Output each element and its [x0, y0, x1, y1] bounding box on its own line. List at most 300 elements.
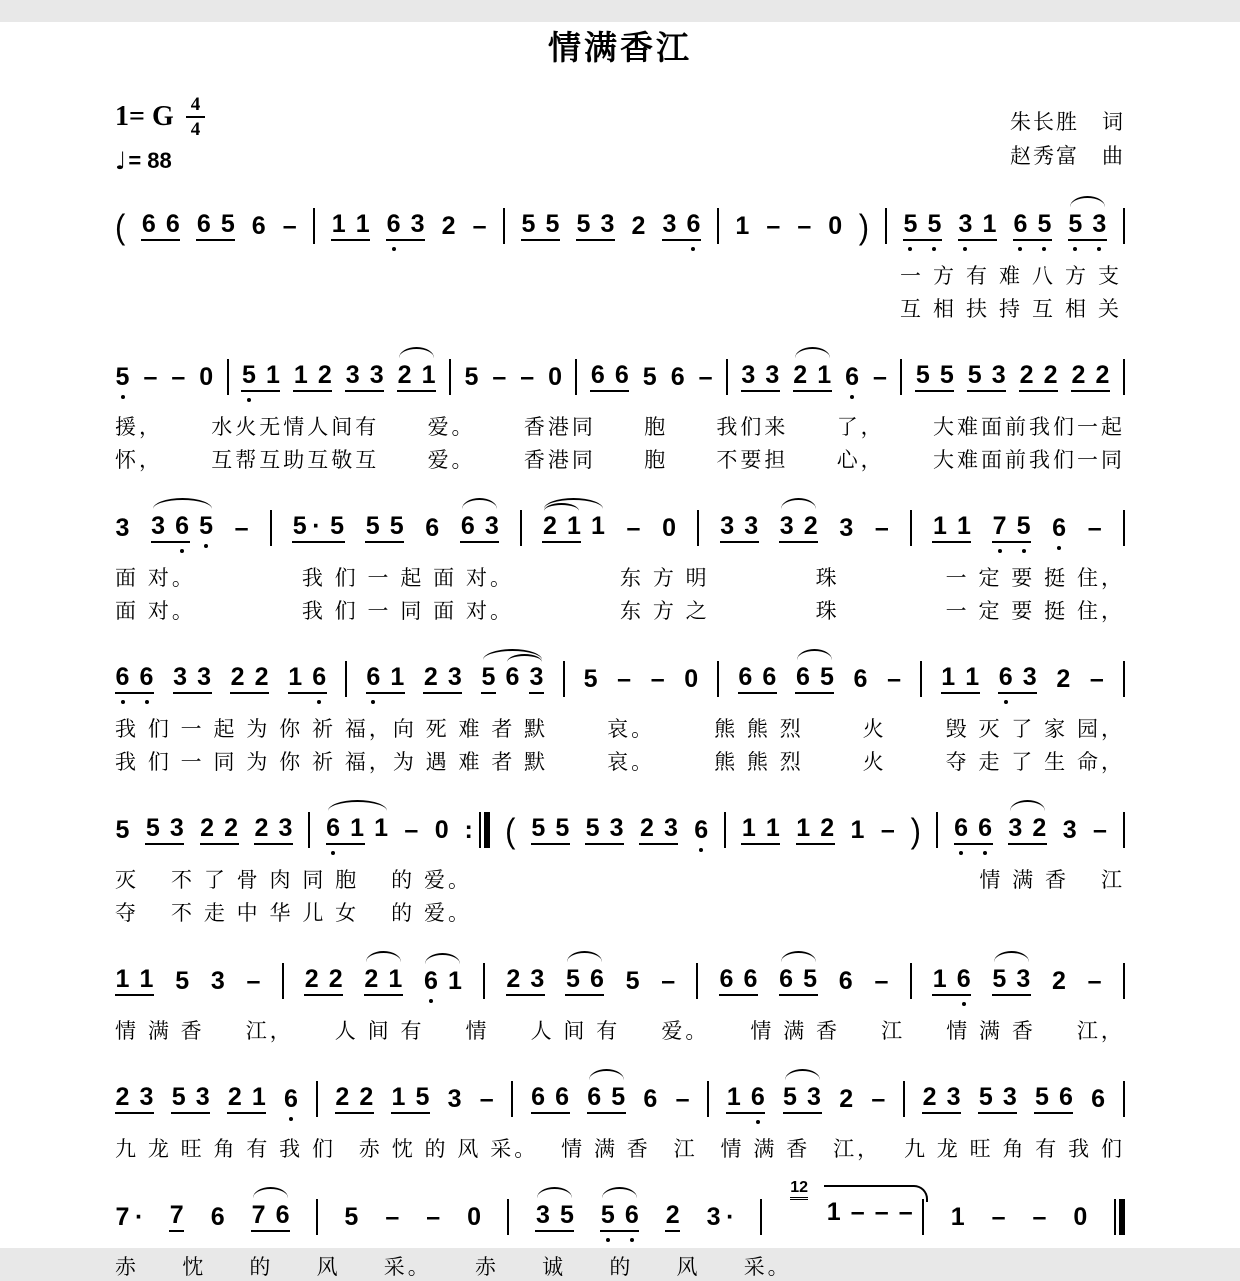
lyric-segment: 大难面前我们一同 — [932, 449, 1125, 472]
repeat-end-barline — [465, 812, 490, 848]
note-digit: 2 — [665, 1202, 680, 1232]
note — [853, 666, 868, 692]
note-digit: 5 — [555, 813, 570, 842]
note-digit: 6 — [386, 209, 401, 238]
notation-row — [115, 189, 1125, 257]
note-digit: 1 — [735, 211, 750, 240]
note-digit: 2 — [1056, 664, 1071, 693]
slur-group — [151, 513, 214, 543]
note-digit: 1 — [765, 813, 780, 842]
low-octave-dot — [963, 247, 967, 251]
note-digit: 1 — [965, 662, 980, 691]
note — [1089, 666, 1104, 692]
note-digit: 3 — [169, 813, 184, 842]
note-digit: 1 — [741, 813, 756, 842]
note-digit: – — [626, 513, 641, 542]
note — [779, 513, 794, 539]
lyrics-row — [115, 444, 1125, 474]
note-digit: 0 — [467, 1202, 482, 1231]
note — [115, 664, 130, 690]
low-octave-dot — [247, 398, 251, 402]
note-digit: 2 — [1095, 360, 1110, 389]
augmentation-dot: · — [726, 1202, 735, 1231]
note — [173, 664, 188, 690]
note-digit: 2 — [200, 813, 215, 842]
slur-group — [460, 513, 499, 543]
note-digit: 6 — [954, 813, 968, 842]
note — [467, 1204, 482, 1230]
note-digit: 3 — [115, 513, 130, 542]
note-digit: 6 — [1091, 1084, 1106, 1113]
barline — [575, 359, 577, 395]
score-sheet — [115, 189, 1131, 1281]
note — [967, 362, 982, 388]
note — [441, 213, 456, 239]
note-digit: 1 — [421, 360, 436, 389]
note — [275, 1202, 290, 1228]
note — [359, 1084, 374, 1110]
note-digit: 6 — [670, 362, 685, 391]
lyric-segment: 不 走 中 华 儿 女 — [171, 902, 360, 925]
time-signature — [186, 95, 206, 139]
note — [903, 211, 918, 237]
note — [1043, 362, 1058, 388]
note-digit: 6 — [743, 964, 758, 993]
low-octave-dot — [983, 851, 987, 855]
note-digit: 2 — [1052, 966, 1066, 995]
note-digit: 1 — [139, 964, 154, 993]
note — [521, 211, 536, 237]
note-digit: – — [1093, 815, 1107, 844]
low-octave-dot — [1073, 247, 1077, 251]
note — [662, 515, 677, 541]
note-digit: 6 — [589, 964, 604, 993]
barline — [563, 661, 565, 697]
note-digit: 5 — [464, 362, 479, 391]
note — [650, 666, 665, 692]
note — [199, 513, 214, 539]
note-digit: 5 — [559, 1200, 574, 1229]
lyric-segment: 香港同 — [523, 449, 596, 472]
lyric-segment: 哀。 — [607, 718, 656, 741]
note-digit: 5 — [1034, 1082, 1049, 1111]
note-digit: – — [874, 513, 889, 542]
lyric-segment: 采。 — [383, 1256, 432, 1279]
beamed-group — [151, 513, 190, 543]
note — [151, 513, 166, 539]
note — [950, 1204, 965, 1230]
note-digit: 1 — [331, 209, 346, 238]
note — [529, 664, 544, 694]
note-digit: – — [880, 815, 895, 844]
barline — [1123, 359, 1125, 395]
note — [1032, 815, 1047, 841]
note-digit: 1 — [726, 1082, 741, 1111]
beamed-group — [196, 211, 235, 241]
note — [625, 968, 640, 994]
slur-group — [423, 968, 462, 994]
low-octave-dot — [756, 1120, 760, 1124]
note — [278, 815, 293, 841]
low-octave-dot — [1022, 549, 1026, 553]
beamed-group — [254, 815, 293, 845]
note-digit: 1 — [388, 964, 403, 993]
note — [369, 362, 384, 388]
note-digit: – — [1089, 664, 1104, 693]
note-digit: – — [472, 211, 487, 240]
lyric-segment: 人 间 有 — [530, 1020, 621, 1043]
note-digit: 2 — [820, 813, 835, 842]
note-digit: – — [874, 1198, 889, 1226]
note-digit: 3 — [958, 209, 973, 238]
note-digit: 6 — [978, 813, 992, 842]
note-digit: 2 — [839, 1084, 854, 1113]
note-digit: 6 — [614, 360, 629, 389]
note — [828, 213, 843, 239]
lyrics-row — [115, 864, 1125, 894]
note-digit: 6 — [845, 362, 860, 391]
note — [631, 213, 646, 239]
note — [115, 966, 130, 992]
lyrics-row — [115, 293, 1131, 323]
note-digit: 1 — [933, 511, 947, 540]
note — [779, 966, 794, 992]
note-digit: 5 — [531, 813, 546, 842]
note-digit: 6 — [139, 662, 154, 691]
note-digit: 3 — [369, 360, 384, 389]
note — [874, 968, 889, 994]
note-digit: 3 — [447, 662, 462, 691]
barline — [1123, 510, 1125, 546]
slur-group — [505, 664, 544, 694]
note-digit: 5 — [175, 966, 190, 995]
beamed-group — [915, 362, 954, 392]
note — [663, 815, 678, 841]
note — [978, 815, 993, 841]
note — [1091, 1086, 1106, 1112]
note — [898, 1199, 913, 1225]
lyric-segment: 珠 — [815, 600, 840, 623]
beamed-group — [345, 362, 384, 392]
note — [555, 815, 570, 841]
lyric-segment: 一方有难八方支 — [900, 265, 1131, 288]
note-digit: 3 — [345, 360, 360, 389]
note — [374, 815, 389, 841]
note — [887, 666, 902, 692]
lyrics-row — [115, 1251, 792, 1281]
barline — [1123, 208, 1125, 244]
note — [169, 1202, 184, 1232]
note — [726, 1084, 741, 1110]
note — [241, 362, 256, 388]
note-digit: 3 — [1022, 662, 1037, 691]
note — [415, 1084, 430, 1110]
score-line — [115, 340, 1125, 474]
lyric-segment: 我 们 一 同 面 对。 — [301, 600, 514, 623]
note — [939, 362, 954, 388]
note-digit: 2 — [1043, 360, 1058, 389]
note-digit: 1 — [448, 966, 462, 995]
note-digit: 5 — [545, 209, 560, 238]
note — [169, 815, 184, 841]
note — [1016, 513, 1031, 539]
note-digit: 0 — [1073, 1202, 1088, 1231]
augmentation-dot: · — [135, 1202, 144, 1231]
note-digit: 3 — [278, 813, 293, 842]
final-barline — [1114, 1199, 1125, 1235]
note — [817, 362, 832, 388]
barline — [910, 510, 912, 546]
lyric-segment: 情 满 香 — [979, 869, 1069, 892]
barline — [936, 812, 938, 848]
note — [1087, 968, 1102, 994]
low-octave-dot — [180, 549, 184, 553]
time-signature-numerator: 4 — [186, 95, 206, 118]
note-digit: 3 — [779, 511, 794, 540]
note — [807, 1084, 822, 1110]
note-digit: – — [675, 1084, 690, 1113]
note-digit: 3 — [1002, 1082, 1017, 1111]
note-digit: 1 — [950, 1202, 965, 1231]
note — [141, 211, 156, 237]
note — [665, 1202, 680, 1232]
barline — [900, 359, 902, 395]
note — [642, 364, 657, 390]
notation-row — [115, 793, 1125, 861]
slur-group — [783, 1084, 822, 1114]
barline — [697, 510, 699, 546]
low-octave-dot — [121, 395, 125, 399]
note-digit: 6 — [505, 662, 520, 691]
note-digit: 5 — [415, 1082, 430, 1111]
note-digit: 2 — [1019, 360, 1034, 389]
beamed-group — [141, 211, 180, 241]
note — [819, 664, 834, 690]
note-digit: 6 — [750, 1082, 765, 1111]
lyric-segment: 爱。 — [427, 449, 476, 472]
slur-group — [795, 664, 834, 694]
note — [978, 1084, 993, 1110]
note — [171, 1084, 186, 1110]
note — [590, 513, 605, 539]
note-digit: 2 — [328, 964, 343, 993]
note-digit: 6 — [1013, 209, 1028, 238]
note-digit: 1 — [941, 662, 956, 691]
note-digit: 3 — [139, 1082, 154, 1111]
beamed-group — [639, 815, 678, 845]
volta-bracket — [790, 1179, 924, 1235]
note — [643, 1086, 658, 1112]
parenthesis: ) — [858, 206, 870, 246]
barline — [726, 359, 728, 395]
beamed-group — [326, 815, 365, 845]
note — [304, 966, 319, 992]
note — [1016, 966, 1031, 992]
note-digit: 1 — [355, 209, 370, 238]
lyric-segment: 爱。 — [427, 416, 476, 439]
note-digit: 1 — [115, 964, 130, 993]
lyric-segment: 江， — [833, 1138, 882, 1161]
lyric-segment: 互相扶持互相关 — [900, 298, 1131, 321]
lyric-segment: 爱。 — [661, 1020, 710, 1043]
notation-row — [115, 1062, 1125, 1130]
note — [143, 364, 158, 390]
beamed-group — [115, 966, 154, 996]
lyric-segment: 香港同 — [523, 416, 596, 439]
note — [839, 1086, 854, 1112]
lyric-segment: 江 — [673, 1138, 698, 1161]
note — [1019, 362, 1034, 388]
low-octave-dot — [121, 700, 125, 704]
note-digit: 5 — [199, 511, 214, 540]
lyricist-credit: 朱长胜 词 — [1010, 111, 1125, 134]
note — [927, 211, 942, 237]
note-digit: 2 — [793, 360, 808, 389]
barline — [724, 812, 726, 848]
slur-group — [1068, 211, 1107, 241]
low-octave-dot — [392, 247, 396, 251]
beamed-group — [967, 362, 1006, 392]
note — [391, 1084, 406, 1110]
lyric-segment: 胞 — [644, 449, 669, 472]
note-digit: – — [246, 966, 261, 995]
note-digit: 5 — [521, 209, 536, 238]
note — [845, 364, 860, 390]
note — [555, 1084, 570, 1110]
note-digit: 5 — [115, 362, 130, 391]
lyric-segment: 采。 — [743, 1256, 792, 1279]
note-digit: – — [991, 1202, 1006, 1231]
low-octave-dot — [630, 1238, 634, 1242]
note — [793, 362, 808, 388]
note-digit: 3 — [741, 360, 756, 389]
note — [1062, 817, 1077, 843]
note-digit: 2 — [304, 964, 319, 993]
lyric-segment: 诚 — [542, 1256, 567, 1279]
barline — [313, 208, 315, 244]
lyric-segment: 夺 走 了 生 命， — [945, 751, 1125, 774]
note-digit: 2 — [230, 662, 245, 691]
lyric-segment: 的 爱。 — [391, 902, 473, 925]
lyrics-row — [115, 562, 1125, 592]
note-digit: 5 — [389, 511, 404, 540]
note-digit: 1 — [350, 813, 365, 842]
note — [317, 362, 332, 388]
low-octave-dot — [371, 700, 375, 704]
note-digit: 5 — [171, 1082, 186, 1111]
note-digit: 1 — [266, 360, 280, 389]
note — [251, 213, 266, 239]
note-digit: 6 — [719, 964, 734, 993]
note — [741, 362, 756, 388]
lyric-segment: 夺 — [115, 902, 139, 925]
barline — [910, 963, 912, 999]
beamed-group — [145, 815, 184, 845]
lyric-segment: 火 — [862, 751, 887, 774]
note-digit: 6 — [275, 1200, 290, 1229]
note — [283, 1086, 298, 1112]
note-digit: 5 — [992, 964, 1007, 993]
note-digit: 2 — [542, 511, 557, 540]
low-octave-dot — [699, 848, 703, 852]
note-digit: 3 — [530, 964, 545, 993]
note — [1013, 211, 1028, 237]
note — [694, 817, 709, 843]
lyric-segment: 一 定 要 挺 住， — [945, 600, 1125, 623]
note — [765, 815, 780, 841]
note-digit: 2 — [227, 1082, 242, 1111]
note — [481, 664, 496, 694]
note — [803, 513, 818, 539]
beamed-group — [1013, 211, 1052, 241]
note — [364, 966, 379, 992]
beamed-group — [531, 815, 570, 845]
note-digit: 5 — [625, 966, 640, 995]
note-digit: 3 — [600, 209, 615, 238]
note — [210, 1204, 225, 1230]
note-digit: – — [871, 1084, 886, 1113]
lyric-segment: 赤 忱 的 风 采。 — [358, 1138, 539, 1161]
note — [251, 1202, 266, 1228]
lyric-segment: 哀。 — [607, 751, 656, 774]
beamed-group — [386, 211, 425, 241]
beamed-group — [738, 664, 777, 694]
note-digit: 1 — [390, 662, 405, 691]
barline — [1123, 1081, 1125, 1117]
composer-credit: 赵秀富 曲 — [1010, 144, 1125, 168]
note-digit: 0 — [199, 362, 214, 391]
note — [826, 1199, 841, 1225]
note — [145, 815, 160, 841]
lyrics-row — [115, 411, 1125, 441]
slur-group — [779, 966, 818, 996]
note — [706, 1204, 734, 1230]
beamed-group — [585, 815, 624, 845]
barline — [308, 812, 310, 848]
note-digit: 5 — [1068, 209, 1083, 238]
lyric-segment: 我 们 一 同 为 你 祈 福，为 遇 难 者 默 — [115, 751, 549, 774]
note — [199, 364, 214, 390]
lyric-segment: 情 满 香 — [946, 1020, 1036, 1043]
note-digit: 6 — [694, 815, 709, 844]
lyric-segment: 的 — [249, 1256, 274, 1279]
note — [766, 213, 781, 239]
note — [330, 513, 345, 539]
beamed-group — [241, 362, 280, 392]
note-digit: 3 — [765, 360, 780, 389]
note-digit: 0 — [434, 815, 449, 844]
tempo-value: = 88 — [128, 148, 172, 173]
note — [115, 364, 130, 390]
note — [425, 515, 440, 541]
note-digit: – — [404, 815, 419, 844]
note-digit: 5 — [915, 360, 930, 389]
beamed-group — [506, 966, 545, 996]
lyric-segment: 不 了 骨 肉 同 胞 — [171, 869, 360, 892]
note-digit: 2 — [631, 211, 646, 240]
barline — [316, 1199, 318, 1235]
lyric-segment: 江， — [1076, 1020, 1125, 1043]
note — [820, 815, 835, 841]
note-digit: 6 — [141, 209, 156, 238]
note — [254, 815, 269, 841]
note — [464, 364, 479, 390]
note — [165, 211, 180, 237]
note — [175, 968, 190, 994]
low-octave-dot — [606, 1238, 610, 1242]
beamed-group — [200, 815, 239, 845]
slur-group — [251, 1202, 290, 1232]
